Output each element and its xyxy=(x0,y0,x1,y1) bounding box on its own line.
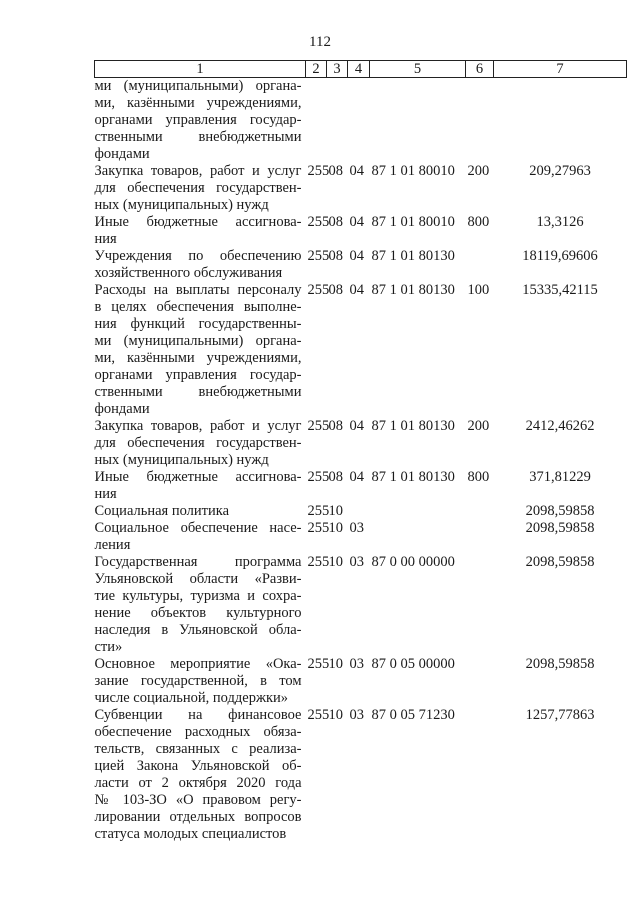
table-body xyxy=(95,78,627,844)
description-line: ния функций государственны- xyxy=(94,316,302,332)
amount: 2098,59858 xyxy=(525,554,595,570)
description-line: ласти от 2 октября 2020 года xyxy=(94,775,302,791)
target-article-code: 87 1 01 80130 xyxy=(371,282,455,298)
amount: 15335,42115 xyxy=(522,282,598,298)
admin-code: 255 xyxy=(307,163,330,179)
row-description xyxy=(95,520,306,554)
table-row xyxy=(95,469,627,503)
table-row xyxy=(95,520,627,554)
expense-type-code xyxy=(466,554,494,656)
table-row xyxy=(95,78,627,164)
target-article-code: 87 1 01 80130 xyxy=(371,248,455,264)
amount xyxy=(494,78,627,164)
expense-type-code: 800 xyxy=(467,469,490,485)
table-row xyxy=(95,707,627,843)
amount: 2098,59858 xyxy=(525,656,595,672)
subsection-code: 04 xyxy=(349,214,364,230)
section-code: 08 xyxy=(328,282,343,298)
amount: 371,81229 xyxy=(529,469,591,485)
description-line: для обеспечения государствен- xyxy=(94,180,302,196)
description-line: № 103-ЗО «О правовом регу- xyxy=(94,792,302,808)
column-header: 4 xyxy=(348,61,370,78)
amount: 18119,69606 xyxy=(522,248,598,264)
amount: 1257,77863 xyxy=(525,707,595,723)
description-line: Субвенции на финансовое xyxy=(94,707,302,723)
table-row xyxy=(95,554,627,656)
expense-type-code: 200 xyxy=(467,163,490,179)
description-line: нение объектов культурного xyxy=(94,605,302,621)
budget-table xyxy=(94,60,627,843)
admin-code: 255 xyxy=(307,248,330,264)
expense-type-code xyxy=(466,503,494,520)
row-description xyxy=(95,554,306,656)
section-code: 10 xyxy=(328,554,343,570)
expense-type-code: 100 xyxy=(467,282,490,298)
description-line: тельств, связанных с реализа- xyxy=(94,741,302,757)
description-line: обеспечение расходных обяза- xyxy=(94,724,302,740)
description-line: органами управления государ- xyxy=(94,112,302,128)
amount: 2098,59858 xyxy=(525,503,595,519)
amount: 2098,59858 xyxy=(525,520,595,536)
expense-type-code: 800 xyxy=(467,214,490,230)
admin-code: 255 xyxy=(307,503,330,519)
expense-type-code xyxy=(466,707,494,843)
subsection-code: 04 xyxy=(349,469,364,485)
description-line: ственными внебюджетными xyxy=(94,129,302,145)
target-article-code: 87 1 01 80010 xyxy=(371,163,455,179)
row-description xyxy=(95,282,306,418)
section-code: 08 xyxy=(328,163,343,179)
section-code: 08 xyxy=(328,248,343,264)
admin-code: 255 xyxy=(307,214,330,230)
description-line: Иные бюджетные ассигнова- xyxy=(94,214,302,230)
expense-type-code xyxy=(466,78,494,164)
section-code: 08 xyxy=(328,469,343,485)
description-line: цией Закона Ульяновской об- xyxy=(94,758,302,774)
subsection-code: 04 xyxy=(349,418,364,434)
description-line: Иные бюджетные ассигнова- xyxy=(94,469,302,485)
admin-code: 255 xyxy=(307,554,330,570)
row-description xyxy=(95,656,306,707)
description-line: Ульяновской области «Разви- xyxy=(94,571,302,587)
subsection-code: 03 xyxy=(349,554,364,570)
row-description xyxy=(95,163,306,214)
expense-type-code: 200 xyxy=(467,418,490,434)
row-description xyxy=(95,707,306,843)
description-line: ных (муниципальных) нужд xyxy=(94,452,269,468)
table-row xyxy=(95,503,627,520)
row-description xyxy=(95,418,306,469)
target-article-code: 87 1 01 80130 xyxy=(371,418,455,434)
subsection-code xyxy=(348,503,370,520)
row-description xyxy=(95,503,306,520)
subsection-code: 04 xyxy=(349,282,364,298)
row-description xyxy=(95,469,306,503)
row-description xyxy=(95,214,306,248)
description-line: ми, казёнными учреждениями, xyxy=(94,350,302,366)
admin-code xyxy=(306,78,327,164)
subsection-code: 04 xyxy=(349,248,364,264)
description-line: ми (муниципальными) органа- xyxy=(94,333,302,349)
section-code: 08 xyxy=(328,418,343,434)
table-row xyxy=(95,248,627,282)
section-code: 10 xyxy=(328,707,343,723)
column-header: 2 xyxy=(306,61,327,78)
description-line: наследия в Ульяновской обла- xyxy=(94,622,302,638)
column-header: 7 xyxy=(494,61,627,78)
description-line: фондами xyxy=(94,401,150,417)
description-line: фондами xyxy=(94,146,150,162)
target-article-code xyxy=(370,503,466,520)
description-line: ственными внебюджетными xyxy=(94,384,302,400)
description-line: сти» xyxy=(94,639,123,655)
section-code: 08 xyxy=(328,214,343,230)
admin-code: 255 xyxy=(307,656,330,672)
expense-type-code xyxy=(466,248,494,282)
description-line: лировании отдельных вопросов xyxy=(94,809,302,825)
column-header: 5 xyxy=(370,61,466,78)
subsection-code: 04 xyxy=(349,163,364,179)
section-code: 10 xyxy=(328,520,343,536)
table-row xyxy=(95,163,627,214)
target-article-code xyxy=(370,520,466,554)
budget-table-container xyxy=(94,60,626,843)
amount: 13,3126 xyxy=(536,214,584,230)
table-row xyxy=(95,214,627,248)
column-header: 6 xyxy=(466,61,494,78)
target-article-code: 87 1 01 80130 xyxy=(371,469,455,485)
description-line: ми (муниципальными) органа- xyxy=(94,78,302,94)
table-row xyxy=(95,282,627,418)
description-line: Социальное обеспечение насе- xyxy=(94,520,302,536)
description-line: Государственная программа xyxy=(94,554,302,570)
description-line: Закупка товаров, работ и услуг xyxy=(94,163,302,179)
description-line: органами управления государ- xyxy=(94,367,302,383)
description-line: Учреждения по обеспечению xyxy=(94,248,302,264)
description-line: тие культуры, туризма и сохра- xyxy=(94,588,302,604)
table-row xyxy=(95,656,627,707)
page-number: 112 xyxy=(309,34,331,50)
subsection-code: 03 xyxy=(349,520,364,536)
admin-code: 255 xyxy=(307,282,330,298)
description-line: для обеспечения государствен- xyxy=(94,435,302,451)
description-line: Социальная политика xyxy=(94,503,230,519)
admin-code: 255 xyxy=(307,418,330,434)
section-code: 10 xyxy=(328,656,343,672)
description-line: ления xyxy=(94,537,131,553)
target-article-code: 87 0 05 00000 xyxy=(371,656,455,672)
expense-type-code xyxy=(466,520,494,554)
row-description xyxy=(95,78,306,164)
section-code: 10 xyxy=(328,503,343,519)
table-header-row xyxy=(95,61,627,78)
target-article-code xyxy=(370,78,466,164)
description-line: Закупка товаров, работ и услуг xyxy=(94,418,302,434)
description-line: в целях обеспечения выполне- xyxy=(94,299,302,315)
row-description xyxy=(95,248,306,282)
description-line: числе социальной, поддержки» xyxy=(94,690,289,706)
target-article-code: 87 1 01 80010 xyxy=(371,214,455,230)
column-header: 1 xyxy=(95,61,306,78)
subsection-code: 03 xyxy=(349,656,364,672)
subsection-code xyxy=(348,78,370,164)
table-row xyxy=(95,418,627,469)
target-article-code: 87 0 00 00000 xyxy=(371,554,455,570)
section-code xyxy=(327,78,348,164)
amount: 2412,46262 xyxy=(525,418,595,434)
description-line: Основное мероприятие «Ока- xyxy=(94,656,302,672)
description-line: зание государственной, в том xyxy=(94,673,302,689)
admin-code: 255 xyxy=(307,520,330,536)
description-line: Расходы на выплаты персоналу xyxy=(94,282,302,298)
description-line: ния xyxy=(94,231,117,247)
target-article-code: 87 0 05 71230 xyxy=(371,707,455,723)
description-line: хозяйственного обслуживания xyxy=(94,265,283,281)
admin-code: 255 xyxy=(307,707,330,723)
admin-code: 255 xyxy=(307,469,330,485)
description-line: ми, казёнными учреждениями, xyxy=(94,95,302,111)
description-line: ния xyxy=(94,486,117,502)
amount: 209,27963 xyxy=(529,163,591,179)
expense-type-code xyxy=(466,656,494,707)
description-line: ных (муниципальных) нужд xyxy=(94,197,269,213)
column-header: 3 xyxy=(327,61,348,78)
subsection-code: 03 xyxy=(349,707,364,723)
description-line: статуса молодых специалистов xyxy=(94,826,287,842)
